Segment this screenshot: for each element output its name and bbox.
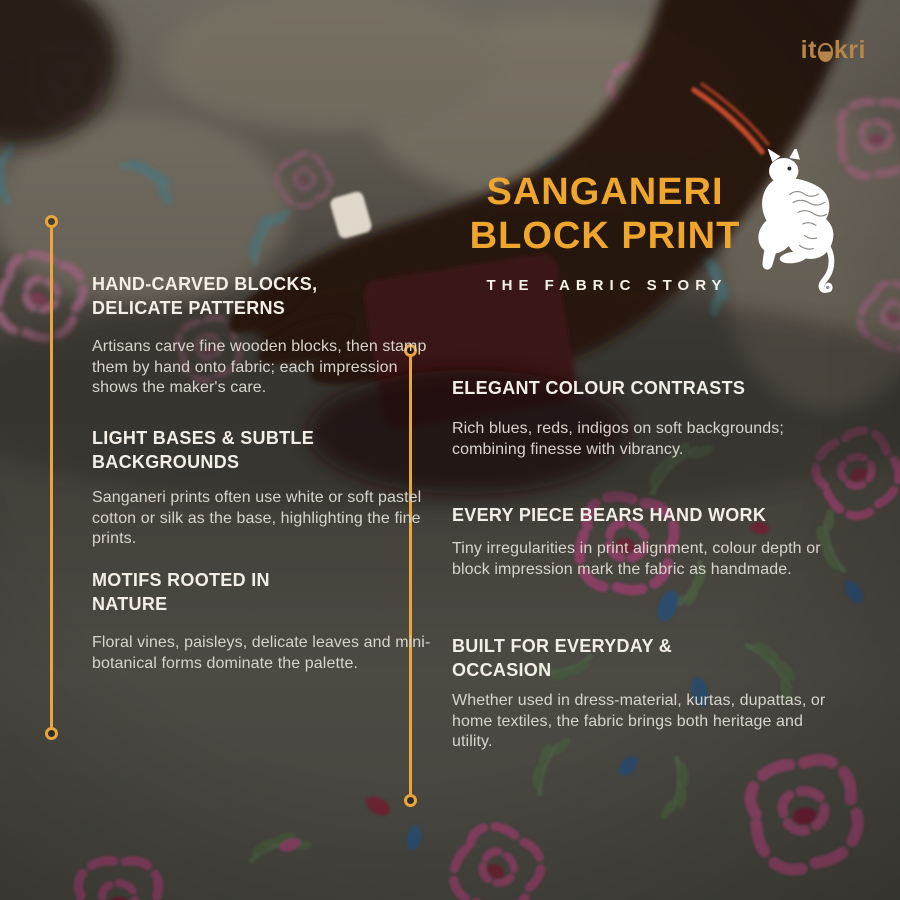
section-heading (452, 503, 814, 527)
section-heading (452, 634, 814, 682)
heading-line: DELICATE PATTERNS (92, 298, 286, 318)
poster-title (448, 170, 762, 258)
section-heading (92, 272, 346, 320)
section-body: Rich blues, reds, indigos on soft backgrounds; combining finesse with vibrancy. (452, 420, 784, 458)
section-light-bases (92, 426, 432, 550)
heading-line: EVERY PIECE BEARS HAND WORK (452, 505, 767, 525)
heading-line: MOTIFS ROOTED IN (92, 570, 270, 590)
heading-line: NATURE (92, 594, 168, 614)
cat-icon (747, 149, 853, 294)
timeline-line-left (50, 227, 53, 728)
title-line2: BLOCK PRINT (469, 215, 741, 257)
logo-text-suffix: kri (833, 36, 866, 64)
heading-line: HAND-CARVED BLOCKS, (92, 274, 318, 294)
timeline-dot-bottom-right-icon (404, 794, 417, 807)
section-hand-work (452, 503, 834, 580)
heading-line: OCCASION (452, 660, 552, 680)
section-body: Artisans carve fine wooden blocks, then stamp them by hand onto fabric; each impression shows the maker's care. (92, 338, 427, 396)
section-body: Floral vines, paisleys, delicate leaves and mini-botanical forms dominate the palette. (92, 634, 431, 672)
title-block (448, 170, 762, 294)
heading-line: LIGHT BASES & SUBTLE (92, 428, 315, 448)
section-everyday-occasion (452, 634, 834, 753)
heading-line: ELEGANT COLOUR CONTRASTS (452, 378, 746, 398)
section-heading (92, 568, 346, 616)
title-line1: SANGANERI (486, 171, 724, 213)
section-hand-carved-blocks (92, 272, 432, 399)
section-body: Tiny irregularities in print alignment, colour depth or block impression mark the fabric as handmade. (452, 540, 821, 578)
section-colour-contrasts (452, 376, 834, 460)
itokri-logo (801, 38, 866, 63)
heading-line: BACKGROUNDS (92, 452, 240, 472)
section-body: Sanganeri prints often use white or soft pastel cotton or silk as the base, highlighting the fine prints. (92, 489, 422, 547)
poster-subtitle: THE FABRIC STORY (486, 277, 728, 294)
timeline-dot-bottom-left-icon (45, 727, 58, 740)
logo-text-prefix: it (800, 36, 817, 64)
itokri-basket-icon (818, 43, 833, 62)
section-heading (92, 426, 346, 474)
heading-line: BUILT FOR EVERYDAY & (452, 636, 673, 656)
section-body: Whether used in dress-material, kurtas, dupattas, or home textiles, the fabric brings both heritage and utility. (452, 692, 826, 750)
section-motifs-nature (92, 568, 432, 674)
section-heading (452, 376, 814, 400)
